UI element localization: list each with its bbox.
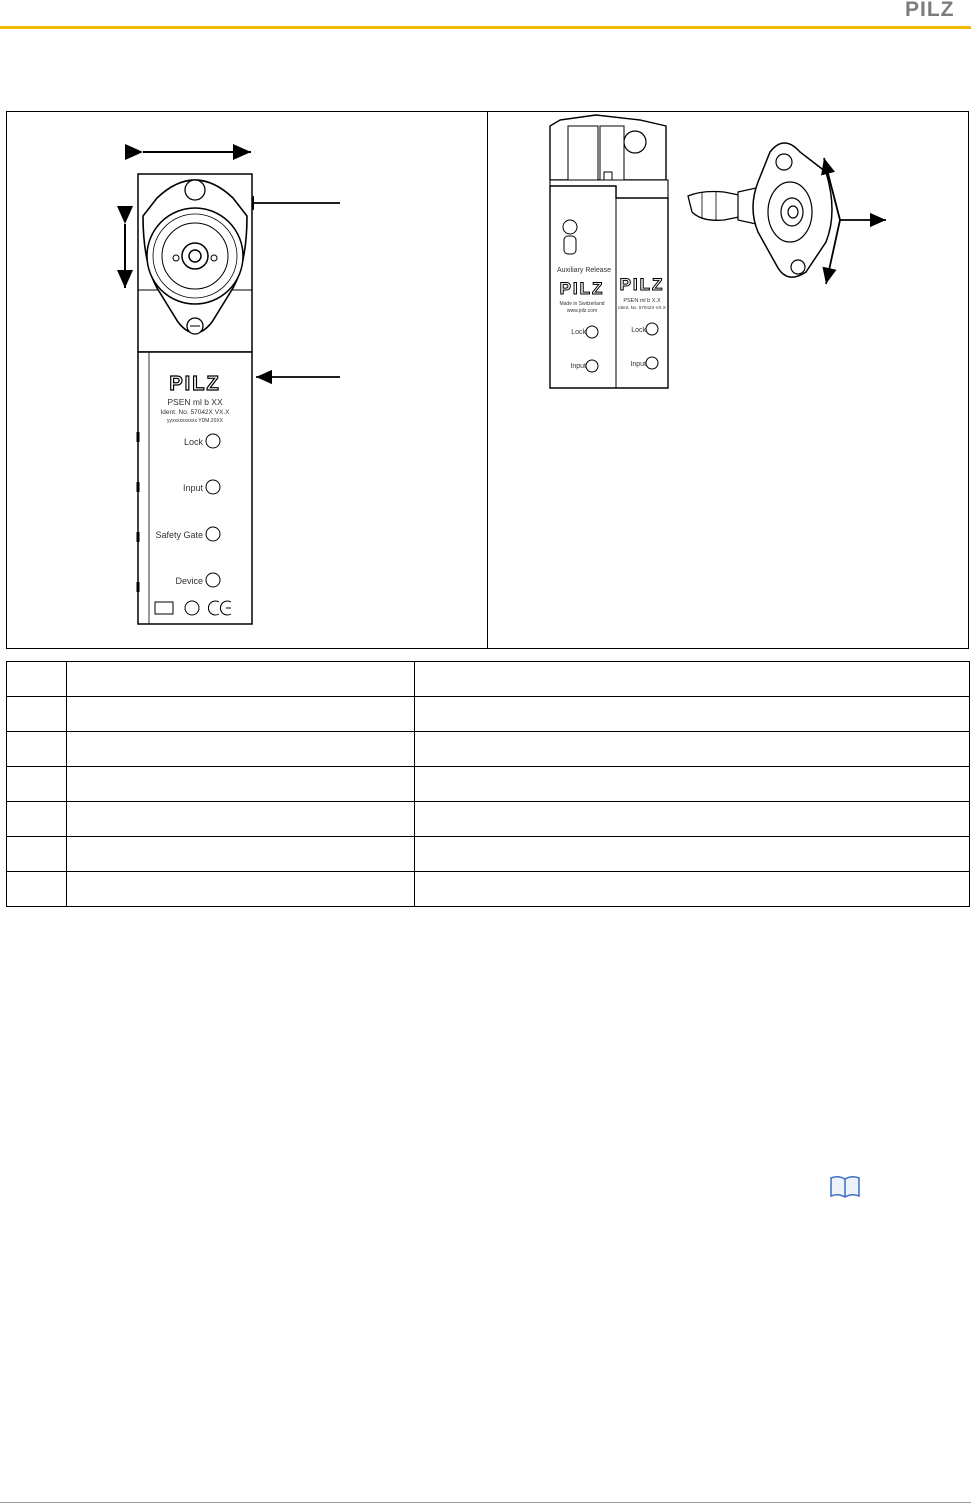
table-cell [7,837,67,872]
legend-table [6,661,970,907]
mounting-hole [185,180,205,200]
table-cell [415,732,970,767]
auxiliary-release-label: Auxiliary Release [556,267,612,274]
led-lock [184,434,220,448]
table-cell [415,767,970,802]
book-icon[interactable] [829,1175,861,1199]
table-row [7,662,970,697]
perspective-brand-left: PILZ [559,279,605,298]
table-cell [67,802,415,837]
svg-text:Safety Gate: Safety Gate [155,530,203,540]
led-input [183,480,220,494]
led-device [175,573,220,587]
device-front-product: PSEN ml b XX [167,397,223,407]
svg-text:Input: Input [630,361,646,368]
led-safety-gate [155,527,220,541]
svg-text:Input: Input [570,363,586,370]
svg-text:Input: Input [182,483,203,493]
table-cell [67,697,415,732]
perspective-item-no: Ident. No. 57042X VX.X [618,305,666,310]
table-cell [415,872,970,907]
table-cell [7,872,67,907]
device-front-item-no: Ident. No. 57042X VX.X [160,409,230,416]
table-row [7,697,970,732]
table-cell [67,662,415,697]
device-front-view [7,112,487,648]
table-cell [7,662,67,697]
pilz-logo: PILZ [905,0,955,21]
table-row [7,802,970,837]
table-cell [67,837,415,872]
table-row [7,872,970,907]
svg-text:Lock: Lock [631,327,646,334]
table-cell [67,872,415,907]
device-front-brand: PILZ [169,373,221,395]
table-row [7,767,970,802]
table-cell [7,697,67,732]
svg-text:Lock: Lock [183,437,203,447]
table-cell [7,802,67,837]
table-cell [415,697,970,732]
device-front-serial: yyxxxxxxxxxx YDM.20XX [166,418,224,424]
footer-rule [0,1502,971,1503]
table-cell [415,662,970,697]
perspective-made-in: Made in Switzerland [559,301,605,307]
device-perspective-view [488,112,968,648]
table-cell [67,767,415,802]
svg-text:Device: Device [175,576,203,586]
table-cell [67,732,415,767]
table-cell [7,732,67,767]
perspective-brand-right: PILZ [619,275,665,294]
table-cell [415,837,970,872]
perspective-web: www.pilz.com [566,308,598,314]
table-row [7,732,970,767]
table-cell [415,802,970,837]
table-row [7,837,970,872]
svg-text:Lock: Lock [571,329,586,336]
header-accent-rule [0,26,971,29]
perspective-product: PSEN ml b X.X [623,298,661,304]
actuator-perspective [688,143,832,277]
table-cell [7,767,67,802]
